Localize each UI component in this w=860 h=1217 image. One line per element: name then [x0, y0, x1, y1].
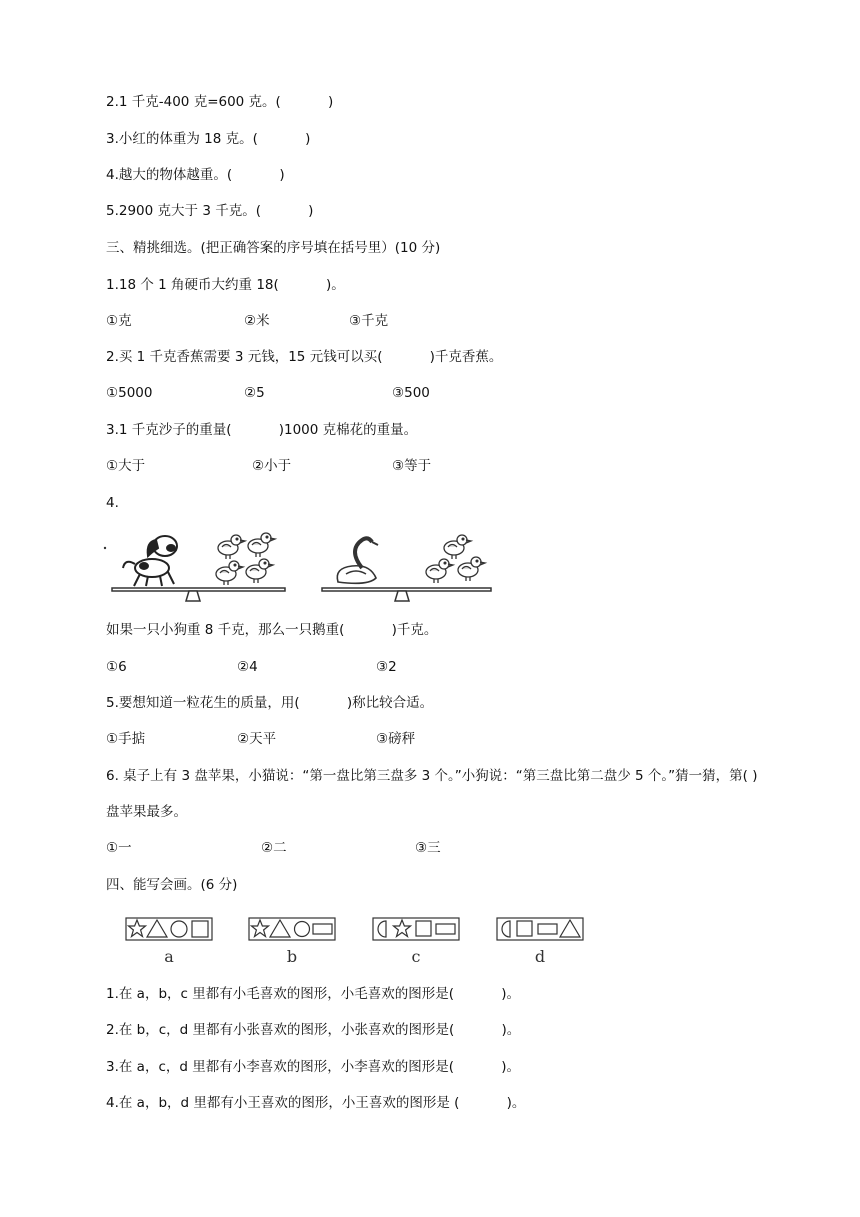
question-3-5: 5.要想知道一粒花生的质量，用( )称比较合适。 [106, 695, 434, 711]
question-3-5-options [106, 730, 806, 748]
option: ①6 [106, 659, 127, 675]
option: ③500 [392, 385, 430, 401]
question-3-1-options [106, 312, 806, 330]
option: ③千克 [349, 313, 389, 329]
judge-item-5: 5.2900 克大于 3 千克。( ) [106, 203, 314, 219]
balance-scale-left [112, 588, 285, 601]
square-icon [517, 921, 532, 936]
semicircle-icon [502, 921, 510, 937]
triangle-icon [270, 920, 290, 937]
circle-icon [295, 922, 310, 937]
dog-icon [123, 536, 177, 586]
star-icon [394, 920, 411, 937]
rectangle-icon [313, 924, 332, 934]
circle-icon [171, 921, 187, 937]
question-4-3: 3.在 a，c，d 里都有小李喜欢的图形，小李喜欢的图形是( )。 [106, 1059, 520, 1075]
question-3-3-options [106, 457, 806, 475]
option: ②天平 [237, 731, 277, 747]
option: ③三 [415, 840, 441, 856]
question-3-4: 如果一只小狗重 8 千克，那么一只鹅重( )千克。 [106, 622, 438, 638]
chicks-right-icon [426, 535, 485, 583]
box-label-a: a [164, 947, 174, 966]
semicircle-icon [378, 921, 386, 937]
question-4-4: 4.在 a，b，d 里都有小王喜欢的图形，小王喜欢的图形是 ( )。 [106, 1095, 526, 1111]
question-3-2-options [106, 384, 806, 402]
judge-item-4: 4.越大的物体越重。( ) [106, 167, 285, 183]
question-3-1: 1.18 个 1 角硬币大约重 18( )。 [106, 277, 345, 293]
question-3-2: 2.买 1 千克香蕉需要 3 元钱，15 元钱可以买( )千克香蕉。 [106, 349, 503, 365]
option: ③2 [376, 659, 397, 675]
option: ②5 [244, 385, 265, 401]
question-3-3: 3.1 千克沙子的重量( )1000 克棉花的重量。 [106, 422, 418, 438]
box-label-d: d [534, 947, 546, 966]
option: ②4 [237, 659, 258, 675]
section-3-title: 三、精挑细选。(把正确答案的序号填在括号里）(10 分) [106, 240, 441, 256]
rectangle-icon [538, 924, 557, 934]
judge-item-2: 2.1 千克-400 克=600 克。( ) [106, 94, 334, 110]
balance-scales-picture [100, 522, 500, 608]
question-3-6-options [106, 839, 806, 857]
star-icon [252, 920, 269, 937]
judge-item-3: 3.小红的体重为 18 克。( ) [106, 131, 311, 147]
chicks-left-icon [216, 533, 275, 585]
question-3-4-options [106, 658, 806, 676]
shape-box-c [373, 918, 459, 940]
option: ①克 [106, 313, 132, 329]
question-3-4-label: 4. [106, 495, 119, 511]
option: ③磅秤 [376, 731, 416, 747]
shape-box-d [497, 918, 583, 940]
shape-boxes-figure [120, 912, 590, 972]
option: ①大于 [106, 458, 146, 474]
shape-box-b [249, 918, 335, 940]
box-label-b: b [286, 947, 298, 966]
option: ①一 [106, 840, 132, 856]
triangle-icon [147, 920, 167, 937]
rectangle-icon [436, 924, 455, 934]
square-icon [192, 921, 208, 937]
star-icon [129, 920, 146, 937]
option: ③等于 [392, 458, 432, 474]
question-4-2: 2.在 b，c，d 里都有小张喜欢的图形，小张喜欢的图形是( )。 [106, 1022, 521, 1038]
option: ①手掂 [106, 731, 146, 747]
question-4-1: 1.在 a，b，c 里都有小毛喜欢的图形，小毛喜欢的图形是( )。 [106, 986, 520, 1002]
balance-scale-right [322, 588, 491, 601]
triangle-icon [560, 920, 580, 937]
shape-box-a [126, 918, 212, 940]
option: ②小于 [252, 458, 292, 474]
option: ①5000 [106, 385, 153, 401]
option: ②二 [261, 840, 287, 856]
box-label-c: c [411, 947, 421, 966]
goose-icon [337, 538, 378, 583]
option: ②米 [244, 313, 270, 329]
square-icon [416, 921, 431, 936]
section-4-title: 四、能写会画。(6 分) [106, 877, 238, 893]
question-3-6: 6. 桌子上有 3 盘苹果，小猫说：“第一盘比第三盘多 3 个。”小狗说：“第三盘比第二盘少 5 个。”猜一猜，第( )盘苹果最多。 [106, 768, 758, 820]
